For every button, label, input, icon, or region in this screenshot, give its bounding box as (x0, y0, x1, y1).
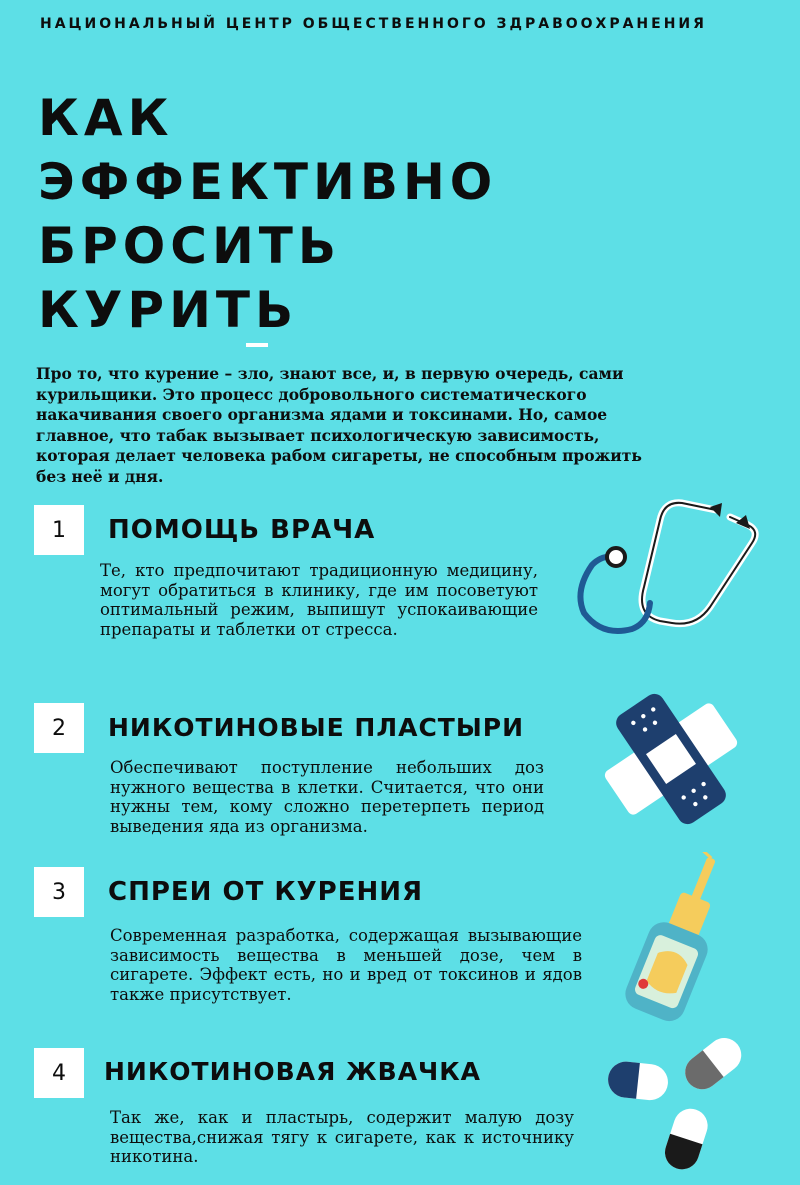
title-line: БРОСИТЬ (38, 217, 342, 275)
organization-name: НАЦИОНАЛЬНЫЙ ЦЕНТР ОБЩЕСТВЕННОГО ЗДРАВООХРАНЕНИЯ (40, 16, 707, 32)
section-number-badge: 2 (34, 703, 84, 753)
section-number-badge: 1 (34, 505, 84, 555)
title-line: КУРИТЬ (38, 281, 299, 339)
section-text: Так же, как и пластырь, содержит малую дозу вещества,снижая тягу к сигарете, как к источнику никотина. (110, 1108, 574, 1166)
intro-paragraph: Про то, что курение – зло, знают все, и, в первую очередь, сами курильщики. Это процесс добровольного систематического накачивания своего организма ядами и токсинами. Но, самое главное, что табак вызывает психологическую зависимость, которая делает человека рабом сигареты, не способным прожить без неё и дня. (36, 364, 642, 486)
section-text: Современная разработка, содержащая вызывающие зависимость вещества в меньшей дозе, чем в сигарете. Эффект есть, но и вред от токсинов и ядов также присутствует. (110, 926, 582, 1004)
page-title (38, 86, 497, 342)
bandage-icon (596, 688, 746, 830)
section-number-badge: 4 (34, 1048, 84, 1098)
section-title: НИКОТИНОВЫЕ ПЛАСТЫРИ (108, 713, 525, 742)
title-accent-mark (246, 343, 268, 347)
title-line: ЭФФЕКТИВНО (38, 153, 498, 211)
section-text: Те, кто предпочитают традиционную медицину, могут обратиться в клинику, где им посоветуют оптимальный режим, выпишут успокаивающие препараты и таблетки от стресса. (100, 561, 538, 639)
section-number-badge: 3 (34, 867, 84, 917)
spray-icon (612, 852, 752, 1032)
section-title: НИКОТИНОВАЯ ЖВАЧКА (104, 1057, 482, 1086)
section-title: ПОМОЩЬ ВРАЧА (108, 515, 376, 545)
stethoscope-icon (570, 495, 770, 640)
title-line: КАК (38, 89, 174, 147)
section-text: Обеспечивают поступление небольших доз нужного вещества в клетки. Считается, что они нужны тем, кому сложно перетерпеть период выведения яда из организма. (110, 758, 544, 836)
section-title: СПРЕИ ОТ КУРЕНИЯ (108, 877, 424, 907)
capsules-icon (604, 1038, 774, 1173)
